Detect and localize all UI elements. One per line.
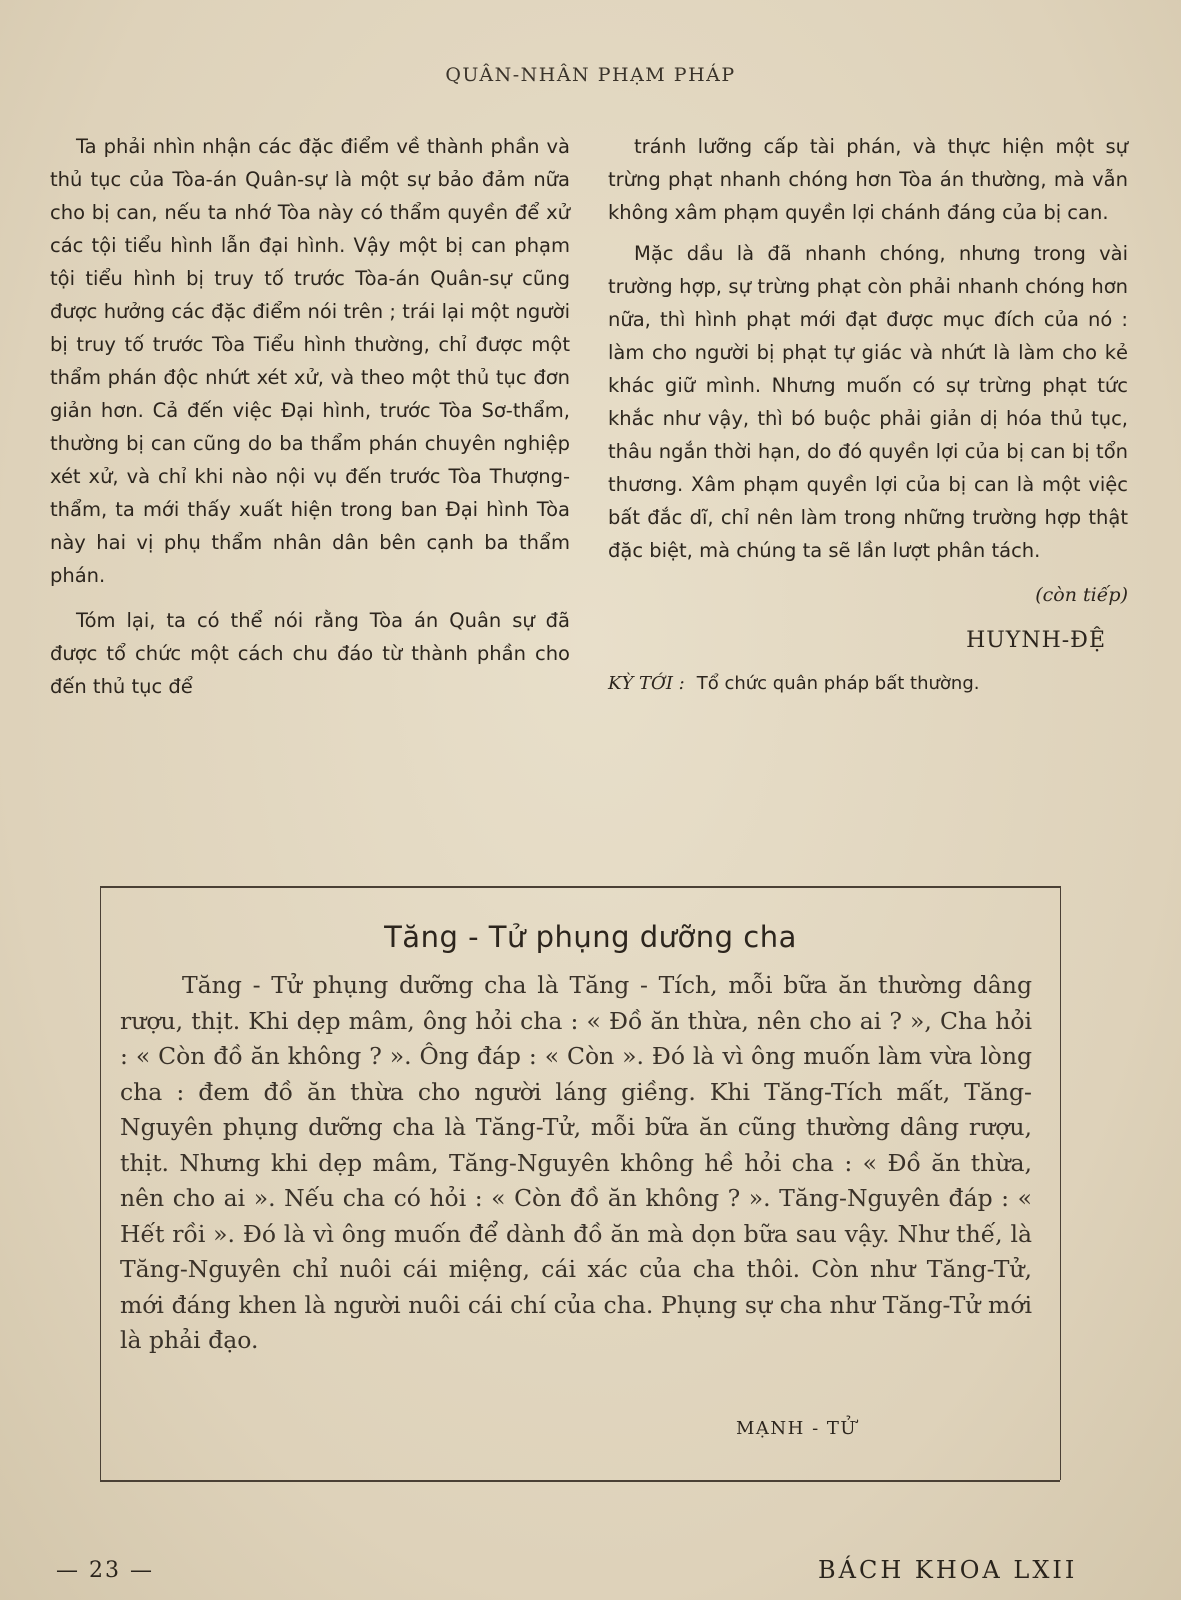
paragraph: Mặc dầu là đã nhanh chóng, nhưng trong vài trường hợp, sự trừng phạt còn phải nhanh chóng hơn nữa, thì hình phạt mới đạt được mục đích của nó : làm cho người bị phạt tự giác và nhứt là làm cho kẻ khác giữ mình. Nhưng muốn có sự trừng phạt tức khắc như vậy, thì bó buộc phải giản dị hóa thủ tục, thâu ngắn thời hạn, do đó quyền lợi của bị can bị tổn thương. Xâm phạm quyền lợi của bị can là một việc bất đắc dĩ, chỉ nên làm trong những trường hợp thật đặc biệt, mà chúng ta sẽ lần lượt phân tách.: [608, 242, 1128, 562]
story-author: MẠNH - TỬ: [736, 1418, 858, 1439]
right-column: [608, 130, 1128, 700]
page-number: — 23 —: [56, 1558, 154, 1583]
box-bottom-rule: [100, 1480, 1060, 1482]
paragraph: Tóm lại, ta có thể nói rằng Tòa án Quân sự đã được tổ chức một cách chu đáo từ thành phần cho đến thủ tục để: [50, 609, 570, 698]
article-author: HUYNH-ĐỆ: [966, 628, 1106, 653]
left-column: [50, 130, 570, 715]
continued-note: (còn tiếp): [1035, 584, 1128, 606]
next-issue-note: [608, 667, 1128, 700]
running-head: QUÂN-NHÂN PHẠM PHÁP: [445, 64, 736, 86]
paragraph: tránh lưỡng cấp tài phán, và thực hiện một sự trừng phạt nhanh chóng hơn Tòa án thường, mà vẫn không xâm phạm quyền lợi chánh đáng của bị can.: [608, 135, 1128, 224]
story-title: Tăng - Tử phụng dưỡng cha: [384, 920, 797, 954]
story-text: Tăng - Tử phụng dưỡng cha là Tăng - Tích, mỗi bữa ăn thường dâng rượu, thịt. Khi dẹp mâm, ông hỏi cha : « Đồ ăn thừa, nên cho ai ? », Cha hỏi : « Còn đồ ăn không ? ». Ông đáp : « Còn ». Đó là vì ông muốn làm vừa lòng cha : đem đồ ăn thừa cho người láng giềng. Khi Tăng-Tích mất, Tăng-Nguyên phụng dưỡng cha là Tăng-Tử, mỗi bữa ăn cũng thường dâng rượu, thịt. Nhưng khi dẹp mâm, Tăng-Nguyên không hề hỏi cha : « Đồ ăn thừa, nên cho ai ». Nếu cha có hỏi : « Còn đồ ăn không ? ». Tăng-Nguyên đáp : « Hết rồi ». Đó là vì ông muốn để dành đồ ăn mà dọn bữa sau vậy. Như thế, là Tăng-Nguyên chỉ nuôi cái miệng, cái xác của cha thôi. Còn như Tăng-Tử, mới đáng khen là người nuôi cái chí của cha. Phụng sự cha như Tăng-Tử mới là phải đạo.: [120, 971, 1032, 1354]
next-issue-label: KỲ TỚI :: [608, 673, 685, 694]
box-right-rule: [1060, 886, 1061, 1480]
paragraph: Ta phải nhìn nhận các đặc điểm về thành phần và thủ tục của Tòa-án Quân-sự là một sự bảo đảm nữa cho bị can, nếu ta nhớ Tòa này có thẩm quyền để xử các tội tiểu hình lẫn đại hình. Vậy một bị can phạm tội tiểu hình bị truy tố trước Tòa-án Quân-sự cũng được hưởng các đặc điểm nói trên ; trái lại một người bị truy tố trước Tòa Tiểu hình thường, chỉ được một thẩm phán độc nhứt xét xử, và theo một thủ tục đơn giản hơn. Cả đến việc Đại hình, trước Tòa Sơ-thẩm, thường bị can cũng do ba thẩm phán chuyên nghiệp xét xử, và chỉ khi nào nội vụ đến trước Tòa Thượng-thẩm, ta mới thấy xuất hiện trong ban Đại hình Tòa này hai vị phụ thẩm nhân dân bên cạnh ba thẩm phán.: [50, 135, 570, 587]
magazine-name: BÁCH KHOA LXII: [818, 1556, 1078, 1584]
box-top-rule: [100, 886, 1060, 888]
next-issue-text: Tổ chức quân pháp bất thường.: [696, 673, 980, 694]
box-left-rule: [100, 886, 101, 1480]
